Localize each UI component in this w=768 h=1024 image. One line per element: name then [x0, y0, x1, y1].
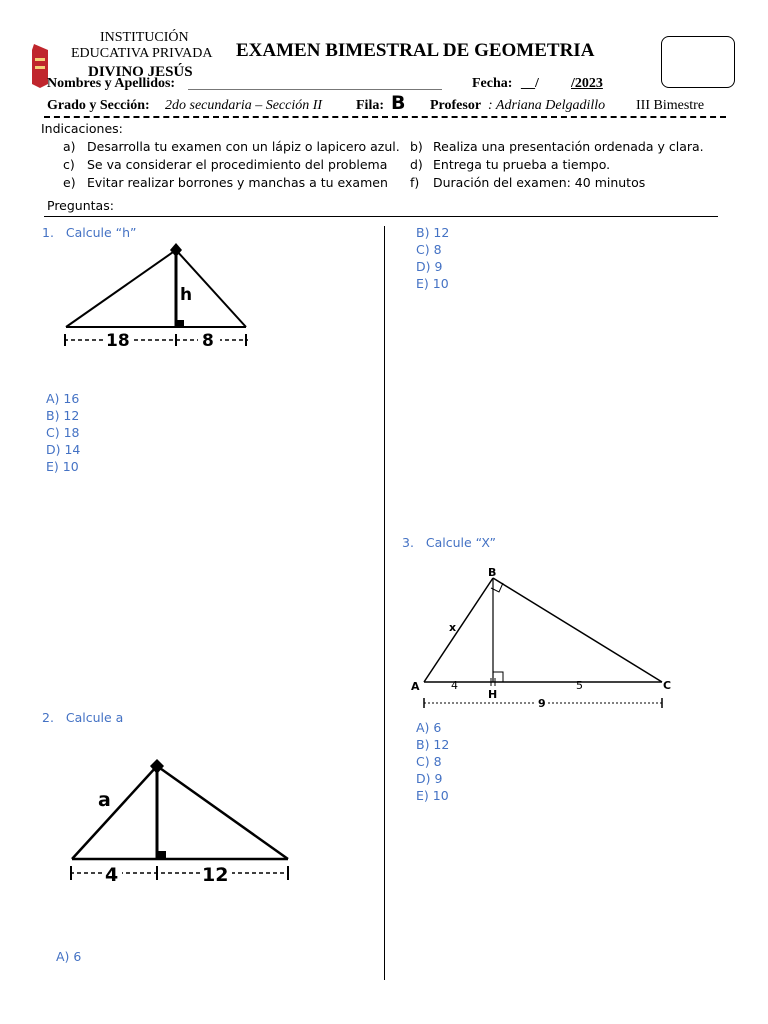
- exam-title: EXAMEN BIMESTRAL DE GEOMETRIA: [236, 40, 595, 61]
- q1-options: [46, 390, 80, 475]
- q2-title: 2. Calcule a: [42, 710, 124, 725]
- q2-option-c[interactable]: C) 8: [416, 242, 442, 257]
- photo-box: [661, 36, 735, 88]
- q2-options-continued: [416, 224, 449, 292]
- q3-x-label: x: [449, 621, 457, 634]
- q3-vertex-c: C: [663, 679, 672, 692]
- q1-right-segment: 8: [202, 331, 214, 351]
- q2-a-label: a: [98, 789, 111, 811]
- instruction-text-f: Duración del examen: 40 minutos: [433, 175, 646, 190]
- q3-vertex-h: H: [488, 688, 498, 701]
- institution-line-3: DIVINO JESÚS: [88, 64, 193, 80]
- questions-rule: [44, 216, 718, 217]
- q1-figure: [60, 240, 260, 352]
- q2-option-b[interactable]: B) 12: [416, 225, 450, 240]
- names-label: Nombres y Apellidos:: [47, 76, 176, 91]
- q3-option-b[interactable]: B) 12: [416, 737, 450, 752]
- q3-total-length: 9: [538, 697, 546, 710]
- instruction-text-a: Desarrolla tu examen con un lápiz o lapicero azul.: [87, 139, 400, 154]
- q1-option-e[interactable]: E) 10: [46, 459, 79, 474]
- instruction-letter-b: b): [410, 139, 423, 154]
- q3-vertex-a: A: [411, 680, 420, 693]
- q1-option-b[interactable]: B) 12: [46, 408, 80, 423]
- q3-options: [416, 719, 449, 804]
- instruction-text-d: Entrega tu prueba a tiempo.: [433, 157, 611, 172]
- q1-option-a[interactable]: A) 16: [46, 391, 80, 406]
- institution-line-1: INSTITUCIÓN: [100, 30, 189, 45]
- q3-segment-ah: 4: [451, 679, 458, 692]
- q3-segment-hc: 5: [576, 679, 583, 692]
- q3-option-c[interactable]: C) 8: [416, 754, 442, 769]
- q1-option-d[interactable]: D) 14: [46, 442, 81, 457]
- names-line[interactable]: [188, 89, 442, 90]
- instruction-text-b: Realiza una presentación ordenada y clara.: [433, 139, 704, 154]
- school-logo: [32, 44, 48, 88]
- instruction-letter-d: d): [410, 157, 423, 172]
- instruction-letter-c: c): [63, 157, 75, 172]
- q1-option-c[interactable]: C) 18: [46, 425, 80, 440]
- date-year: /2023: [571, 76, 603, 91]
- term-label: III Bimestre: [636, 98, 705, 113]
- instruction-letter-e: e): [63, 175, 76, 190]
- header-dashed-rule: [44, 116, 726, 118]
- column-divider: [384, 226, 385, 980]
- q3-figure: [400, 562, 690, 712]
- teacher-label: Profesor: [430, 98, 482, 113]
- instructions-title: Indicaciones:: [41, 121, 123, 136]
- q2-right-segment: 12: [202, 864, 229, 886]
- row-label: Fila:: [356, 98, 384, 113]
- institution-line-2: EDUCATIVA PRIVADA: [71, 46, 213, 61]
- q2-left-segment: 4: [105, 864, 119, 886]
- q2-option-d[interactable]: D) 9: [416, 259, 443, 274]
- questions-label: Preguntas:: [47, 198, 114, 213]
- instruction-letter-f: f): [410, 175, 420, 190]
- q3-title: 3. Calcule “X”: [402, 535, 496, 550]
- q3-option-a[interactable]: A) 6: [416, 720, 442, 735]
- row-value: B: [391, 92, 406, 114]
- teacher-value: : Adriana Delgadillo: [488, 98, 606, 113]
- q1-title: 1. Calcule “h”: [42, 225, 137, 240]
- q3-option-d[interactable]: D) 9: [416, 771, 443, 786]
- instruction-text-e: Evitar realizar borrones y manchas a tu examen: [87, 175, 388, 190]
- q2-option-e[interactable]: E) 10: [416, 276, 449, 291]
- q3-option-e[interactable]: E) 10: [416, 788, 449, 803]
- q1-left-segment: 18: [106, 331, 130, 351]
- grade-value: 2do secundaria – Sección II: [165, 98, 323, 113]
- date-label: Fecha:: [472, 76, 513, 91]
- q3-vertex-b: B: [488, 566, 497, 579]
- grade-label: Grado y Sección:: [47, 98, 150, 113]
- q2-option-a[interactable]: A) 6: [56, 949, 82, 964]
- instruction-letter-a: a): [63, 139, 76, 154]
- q2-figure: [66, 752, 298, 888]
- instruction-text-c: Se va considerar el procedimiento del problema: [87, 157, 388, 172]
- date-blank[interactable]: __/: [521, 76, 539, 91]
- q1-h-label: h: [180, 285, 193, 305]
